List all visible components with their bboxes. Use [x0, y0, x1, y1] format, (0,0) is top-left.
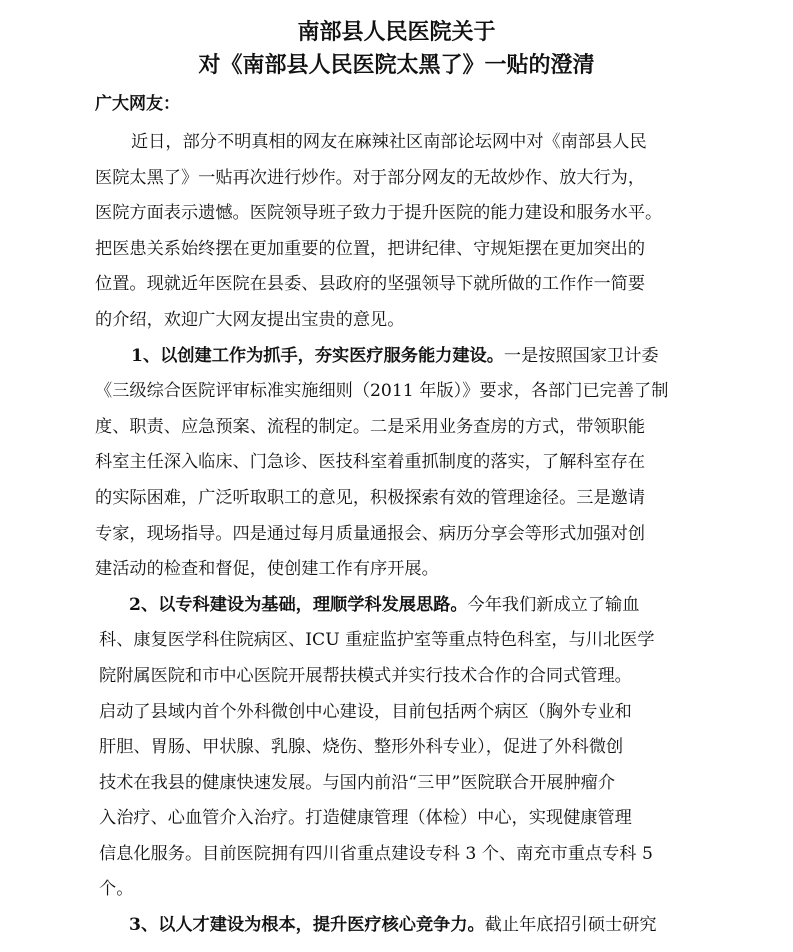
- line-text: 启动了县域内首个外科微创中心建设，目前包括两个病区（胸外专业和: [99, 701, 632, 722]
- paragraph-line: [95, 837, 707, 873]
- paragraph-line: [95, 303, 707, 339]
- line-text: 一是按照国家卫计委: [503, 345, 659, 366]
- greeting: 广大网友：: [95, 94, 180, 114]
- document-title-line-1: 南部县人民医院关于: [297, 19, 496, 45]
- line-text: 入治疗、心血管介入治疗。打造健康管理（体检）中心，实现健康管理: [99, 808, 632, 829]
- paragraph-line: [95, 410, 707, 446]
- line-text: 截止年底招引硕士研究: [484, 915, 657, 936]
- paragraph-line: [95, 766, 707, 802]
- line-text: 科室主任深入临床、门急诊、医技科室着重抓制度的落实，了解科室存在: [95, 452, 646, 473]
- paragraph-line: [95, 801, 707, 837]
- line-text: 专家，现场指导。四是通过每月质量通报会、病历分享会等形式加强对创: [95, 523, 646, 544]
- line-text: 把医患关系始终摆在更加重要的位置，把讲纪律、守规矩摆在更加突出的: [95, 238, 646, 259]
- paragraph-line: [95, 196, 707, 232]
- document-title-line-2: 对《南部县人民医院太黑了》一贴的澄清: [198, 52, 595, 78]
- paragraph-line: [95, 517, 707, 553]
- paragraph-line: [95, 161, 707, 197]
- line-text: 位置。现就近年医院在县委、县政府的坚强领导下就所做的工作作一简要: [95, 274, 646, 295]
- section-heading-line: [95, 908, 707, 944]
- document-body: [95, 125, 707, 944]
- paragraph-line: [95, 623, 707, 659]
- paragraph-line: [95, 232, 707, 268]
- line-text: 今年我们新成立了输血: [467, 594, 640, 615]
- line-text: 的实际困难，广泛听取职工的意见，积极探索有效的管理途径。三是邀请: [95, 487, 646, 508]
- paragraph-line: [95, 374, 707, 410]
- section-heading: 2、以专科建设为基础，理顺学科发展思路。: [129, 594, 468, 615]
- line-text: 个。: [99, 879, 134, 900]
- paragraph-line: [95, 730, 707, 766]
- line-text: 建活动的检查和督促，使创建工作有序开展。: [95, 559, 439, 580]
- line-text: 度、职责、应急预案、流程的制定。二是采用业务查房的方式，带领职能: [95, 416, 646, 437]
- section-heading-line: [95, 588, 707, 624]
- line-text: 院附属医院和市中心医院开展帮扶模式并实行技术合作的合同式管理。: [99, 665, 632, 686]
- line-text: 《三级综合医院评审标准实施细则（2011 年版）》要求，各部门已完善了制: [95, 381, 669, 402]
- paragraph-line: [95, 125, 707, 161]
- line-text: 医院太黑了》一贴再次进行炒作。对于部分网友的无故炒作、放大行为，: [95, 167, 646, 188]
- section-heading: 3、以人才建设为根本，提升医疗核心竞争力。: [129, 915, 485, 936]
- line-text: 肝胆、胃肠、甲状腺、乳腺、烧伤、整形外科专业），促进了外科微创: [99, 737, 624, 758]
- line-text: 技术在我县的健康快速发展。与国内前沿“三甲”医院联合开展肿瘤介: [99, 772, 616, 793]
- paragraph-line: [95, 659, 707, 695]
- paragraph-line: [95, 552, 707, 588]
- line-text: 近日，部分不明真相的网友在麻辣社区南部论坛网中对《南部县人民: [131, 132, 647, 152]
- line-text: 科、康复医学科住院病区、ICU 重症监护室等重点特色科室，与川北医学: [99, 630, 655, 651]
- line-text: 医院方面表示遗憾。医院领导班子致力于提升医院的能力建设和服务水平。: [95, 203, 663, 224]
- paragraph-line: [95, 445, 707, 481]
- paragraph-line: [95, 872, 707, 908]
- section-heading-line: [95, 339, 707, 375]
- paragraph-line: [95, 695, 707, 731]
- paragraph-line: [95, 481, 707, 517]
- section-heading: 1、以创建工作为抓手，夯实医疗服务能力建设。: [131, 345, 504, 366]
- line-text: 的介绍，欢迎广大网友提出宝贵的意见。: [95, 309, 405, 330]
- line-text: 信息化服务。目前医院拥有四川省重点建设专科 3 个、南充市重点专科 5: [99, 843, 653, 864]
- paragraph-line: [95, 267, 707, 303]
